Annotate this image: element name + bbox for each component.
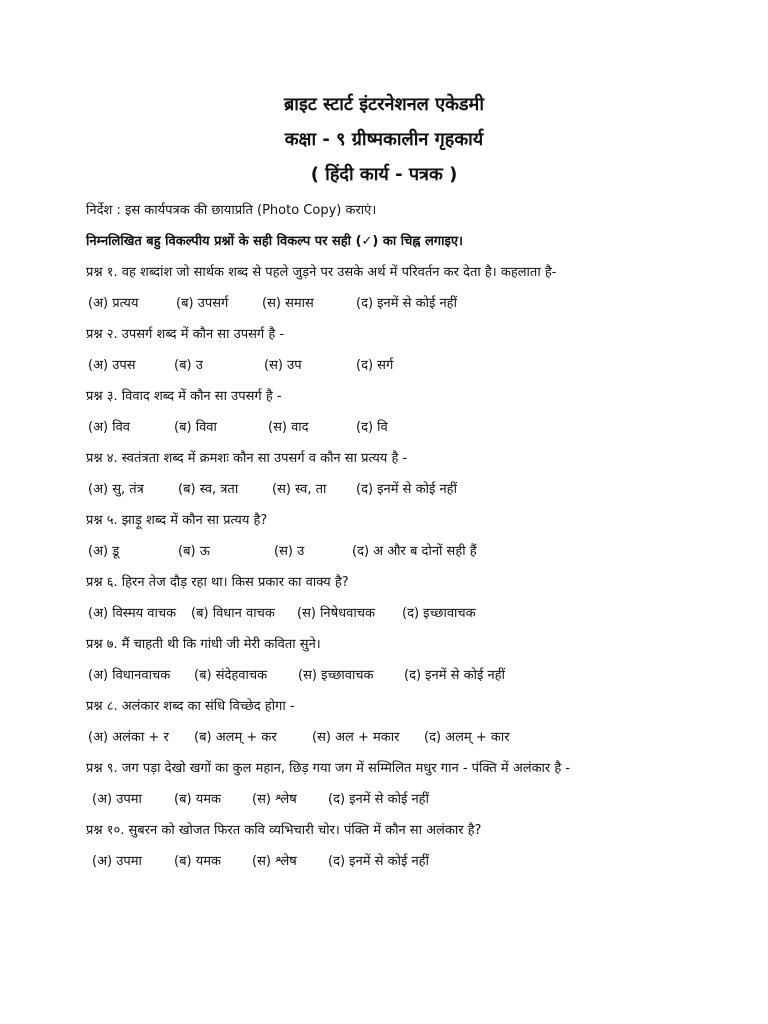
option-a: (अ) सु, तंत्र	[88, 482, 144, 497]
option-c: (स) श्लेष	[252, 854, 297, 869]
question-7: प्रश्न ७. मैं चाहती थी कि गांधी जी मेरी कविता सुने।	[86, 637, 321, 652]
option-c: (स) उप	[264, 358, 302, 373]
option-c: (स) इच्छावाचक	[298, 668, 374, 683]
option-a: (अ) उपमा	[92, 854, 142, 869]
option-d: (द) अ और ब दोनों सही हैं	[352, 544, 477, 559]
option-b: (ब) संदेहवाचक	[194, 668, 268, 683]
option-a: (अ) डू	[88, 544, 120, 559]
option-c: (स) श्लेष	[252, 792, 297, 807]
instruction-directive: निम्नलिखित बहु विकल्पीय प्रश्नों के सही विकल्प पर सही (✓) का चिह्न लगाइए।	[86, 234, 463, 249]
question-2: प्रश्न २. उपसर्ग शब्द में कौन सा उपसर्ग है -	[86, 327, 285, 342]
option-b: (ब) विवा	[174, 420, 217, 435]
worksheet-subtitle: ( हिंदी कार्य - पत्रक )	[310, 164, 458, 185]
option-d: (द) इनमें से कोई नहीं	[404, 668, 505, 683]
option-c: (स) स्व, ता	[272, 482, 327, 497]
option-b: (ब) अलम् + कर	[194, 730, 277, 745]
option-c: (स) वाद	[268, 420, 309, 435]
option-a: (अ) विस्मय वाचक	[88, 606, 177, 621]
option-c: (स) निषेधवाचक	[297, 606, 375, 621]
question-9: प्रश्न ९. जग पड़ा देखो खगों का कुल महान, छिड़ गया जग में सम्मिलित मधुर गान - पंक्ति में अलंकार है -	[86, 761, 571, 776]
question-8: प्रश्न ८. अलंकार शब्द का संधि विच्छेद होगा -	[86, 699, 295, 714]
question-6: प्रश्न ६. हिरन तेज दौड़ रहा था। किस प्रकार का वाक्य है?	[86, 575, 349, 590]
option-a: (अ) अलंका + र	[88, 730, 169, 745]
option-a: (अ) उपमा	[92, 792, 142, 807]
option-d: (द) इनमें से कोई नहीं	[356, 296, 457, 311]
option-b: (ब) विधान वाचक	[191, 606, 275, 621]
option-a: (अ) उपस	[88, 358, 136, 373]
option-a: (अ) विव	[88, 420, 131, 435]
option-d: (द) इनमें से कोई नहीं	[328, 854, 429, 869]
option-d: (द) वि	[356, 420, 388, 435]
option-a: (अ) विधानवाचक	[88, 668, 171, 683]
instruction-note: निर्देश : इस कार्यपत्रक की छायाप्रति (Photo Copy) कराएं।	[86, 203, 377, 218]
question-10: प्रश्न १०. सुबरन को खोजत फिरत कवि व्यभिचारी चोर। पंक्ति में कौन सा अलंकार है?	[86, 823, 482, 838]
option-b: (ब) यमक	[174, 792, 221, 807]
option-a: (अ) प्रत्यय	[88, 296, 139, 311]
option-d: (द) इनमें से कोई नहीं	[328, 792, 429, 807]
option-b: (ब) यमक	[174, 854, 221, 869]
option-d: (द) इच्छावाचक	[402, 606, 476, 621]
question-3: प्रश्न ३. विवाद शब्द में कौन सा उपसर्ग है -	[86, 389, 282, 404]
option-c: (स) उ	[274, 544, 305, 559]
option-b: (ब) उ	[174, 358, 203, 373]
option-d: (द) अलम् + कार	[424, 730, 510, 745]
school-name: ब्राइट स्टार्ट इंटरनेशनल एकेडमी	[284, 94, 484, 115]
option-b: (ब) स्व, त्रता	[178, 482, 239, 497]
class-homework-title: कक्षा - ९ ग्रीष्मकालीन गृहकार्य	[284, 129, 484, 150]
option-b: (ब) ऊ	[178, 544, 210, 559]
question-1: प्रश्न १. वह शब्दांश जो सार्थक शब्द से पहले जुड़ने पर उसके अर्थ में परिवर्तन कर देता है। कहलाता है-	[86, 265, 557, 280]
option-b: (ब) उपसर्ग	[176, 296, 229, 311]
option-c: (स) अल + मकार	[312, 730, 400, 745]
question-4: प्रश्न ४. स्वतंत्रता शब्द में क्रमशः कौन सा उपसर्ग व कौन सा प्रत्यय है -	[86, 451, 408, 466]
option-d: (द) सर्ग	[356, 358, 394, 373]
question-5: प्रश्न ५. झाड़ू शब्द में कौन सा प्रत्यय है?	[86, 513, 268, 528]
option-d: (द) इनमें से कोई नहीं	[356, 482, 457, 497]
option-c: (स) समास	[262, 296, 314, 311]
